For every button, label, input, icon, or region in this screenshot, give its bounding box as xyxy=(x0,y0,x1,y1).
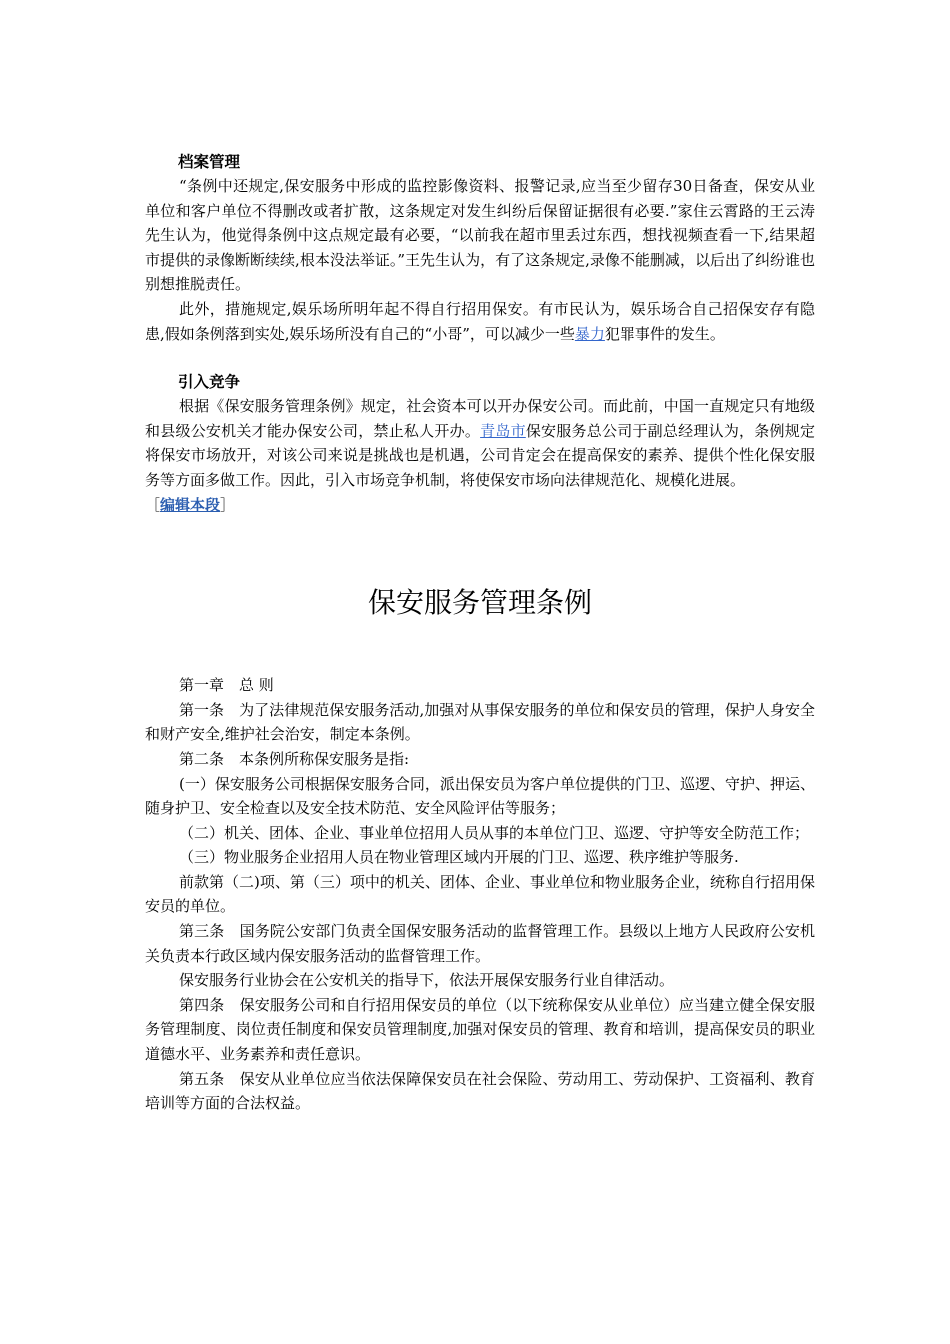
document-content xyxy=(145,150,815,1116)
section-heading-competition: 引入竞争 xyxy=(178,373,241,392)
regulation-paragraph: 第一章 总 则 xyxy=(179,676,274,695)
competition-paragraph xyxy=(145,394,815,492)
edit-section-link[interactable]: 编辑本段 xyxy=(160,495,221,514)
regulation-paragraph: 第四条 保安服务公司和自行招用保安员的单位（以下统称保安从业单位）应当建立健全保安服务管理制度、岗位责任制度和保安员管理制度,加强对保安员的管理、教育和培训，提高保安员的职业道德水平、业务素养和责任意识。 xyxy=(145,995,815,1064)
regulation-paragraph: 第三条 国务院公安部门负责全国保安服务活动的监督管理工作。县级以上地方人民政府公安机关负责本行政区域内保安服务活动的监督管理工作。 xyxy=(145,922,815,965)
archive-paragraph-1: “条例中还规定,保安服务中形成的监控影像资料、报警记录,应当至少留存30日备查，保安从业单位和客户单位不得删改或者扩散，这条规定对发生纠纷后保留证据很有必要.”家住云霄路的王云涛先生认为，他觉得条例中这点规定最有必要，“以前我在超市里丢过东西，想找视频查看一下,结果超市提供的录像断断续续,根本没法举证。”王先生认为，有了这条规定,录像不能删减，以后出了纠纷谁也别想推脱责任。 xyxy=(145,177,815,294)
competition-tail: 保安服务总公司于副总经理认为，条例规定将保安市场放开，对该公司来说是挑战也是机遇，公司肯定会在提高保安的素养、提供个性化保安服务等方面多做工作。因此，引入市场竞争机制，将使保安市场向法律规范化、规模化进展。 xyxy=(145,421,815,489)
competition-text: 根据《保安服务管理条例》规定，社会资本可以开办保安公司。而此前，中国一直规定只有地级和县级公安机关才能办保安公司，禁止私人开办。 xyxy=(145,397,815,440)
regulation-paragraph: 第一条 为了法律规范保安服务活动,加强对从事保安服务的单位和保安员的管理，保护人身安全和财产安全,维护社会治安，制定本条例。 xyxy=(145,700,815,744)
edit-bracket-open: ［ xyxy=(145,495,161,514)
regulation-paragraph: （二）机关、团体、企业、事业单位招用人员从事的本单位门卫、巡逻、守护等安全防范工作； xyxy=(179,823,810,842)
link-violence[interactable]: 暴力 xyxy=(574,324,605,343)
edit-bracket-close: ］ xyxy=(220,495,236,514)
archive-paragraph-2 xyxy=(145,297,815,346)
regulation-paragraph: 保安服务行业协会在公安机关的指导下，依法开展保安服务行业自律活动。 xyxy=(179,971,675,990)
link-qingdao[interactable]: 青岛市 xyxy=(480,421,526,440)
regulation-paragraph: (一）保安服务公司根据保安服务合同，派出保安员为客户单位提供的门卫、巡逻、守护、押运、随身护卫、安全检查以及安全技术防范、安全风险评估等服务； xyxy=(145,774,815,818)
section-heading-archive: 档案管理 xyxy=(178,153,241,171)
regulation-paragraph: 第五条 保安从业单位应当依法保障保安员在社会保险、劳动用工、劳动保护、工资福利、教育培训等方面的合法权益。 xyxy=(145,1069,815,1113)
regulation-title: 保安服务管理条例 xyxy=(367,586,592,620)
edit-section xyxy=(145,493,815,518)
archive-p2-tail: 犯罪事件的发生。 xyxy=(604,324,725,343)
regulation-paragraph: （三）物业服务企业招用人员在物业管理区域内开展的门卫、巡逻、秩序维护等服务. xyxy=(179,848,739,867)
archive-p2-text: 此外，措施规定,娱乐场所明年起不得自行招用保安。有市民认为，娱乐场合自己招保安存有隐患,假如条例落到实处,娱乐场所没有自己的“小哥”，可以减少一些 xyxy=(145,299,815,343)
regulation-body xyxy=(145,673,815,1116)
regulation-paragraph: 前款第（二)项、第（三）项中的机关、团体、企业、事业单位和物业服务企业，统称自行招用保安员的单位。 xyxy=(145,872,815,916)
regulation-paragraph: 第二条 本条例所称保安服务是指: xyxy=(179,749,410,768)
